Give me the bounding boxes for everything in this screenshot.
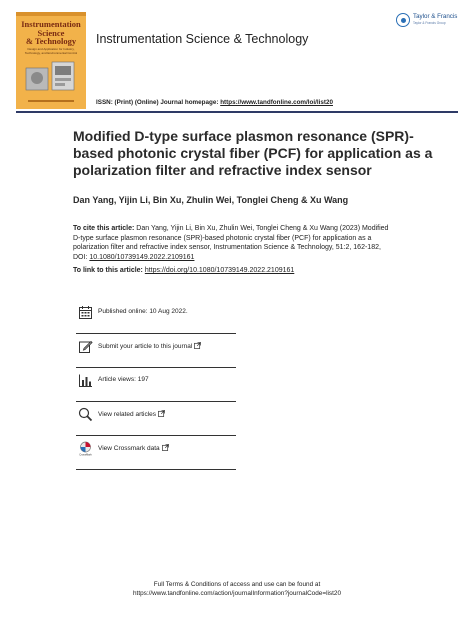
crossmark-link[interactable] [98,444,169,452]
submit-article-label: Submit your article to this journal [98,343,193,350]
header-divider [16,111,458,113]
related-articles-label: View related articles [98,411,157,418]
publisher-logo[interactable] [396,12,456,32]
citation-block [73,224,393,262]
published-online-item [76,300,236,334]
related-articles-link[interactable] [98,410,165,418]
cover-title-line: Instrumentation [21,19,81,29]
journal-homepage-link[interactable]: https://www.tandfonline.com/loi/list20 [220,99,333,106]
article-authors: Dan Yang, Yijin Li, Bin Xu, Zhulin Wei, Tonglei Cheng & Xu Wang [73,195,349,205]
magnifier-icon [78,407,93,422]
crossmark-icon [78,441,93,456]
article-title: Modified D-type surface plasmon resonance (SPR)-based photonic crystal fiber (PCF) for application as a polarization filter and refractive index sensor [73,128,433,178]
cover-footer-bar [28,100,74,102]
crossmark-caption: CrossMark [79,453,92,456]
doi-link[interactable]: 10.1080/10739149.2022.2109161 [89,253,195,261]
edit-icon [78,339,93,354]
submit-article-item[interactable] [76,334,236,368]
submit-article-link[interactable] [98,342,201,350]
cite-label: To cite this article: [73,225,135,232]
related-articles-item[interactable] [76,402,236,436]
cite-text: Dan Yang, Yijin Li, Bin Xu, Zhulin Wei, Tonglei Cheng & Xu Wang (2023) Modified D-type surface plasmon resonance (SPR)-based photonic crystal fiber (PCF) for application as a polarization filter and refractive index sensor, Instrumentation Science & Technology, 51:2, 162-182, DOI: [73,225,389,261]
cover-band [16,12,86,16]
article-link-line [73,266,393,276]
issn-label: ISSN: (Print) (Online) Journal homepage: [96,99,221,106]
crossmark-label: View Crossmark data [98,445,160,452]
external-link-icon [162,444,169,451]
article-info-list [76,300,236,470]
article-doi-url[interactable]: https://doi.org/10.1080/10739149.2022.2109161 [144,267,295,274]
calendar-icon [78,305,93,320]
published-online-text: Published online: 10 Aug 2022. [98,308,188,315]
publisher-tagline: Taylor & Francis Group [413,21,446,25]
cover-title [19,20,83,46]
publisher-logo-icon [396,13,410,27]
bar-chart-icon [78,373,93,388]
publisher-name: Taylor & Francis [413,13,458,20]
journal-cover-image[interactable] [16,12,86,109]
footer-line-1: Full Terms & Conditions of access and use can be found at [153,581,321,588]
external-link-icon [158,410,165,417]
cover-instrument-illustration [24,58,78,94]
link-label: To link to this article: [73,267,145,274]
journal-header [16,12,458,110]
article-views-text: Article views: 197 [98,376,149,383]
terms-footer [0,580,474,598]
cover-title-line: & Technology [25,36,77,46]
crossmark-item[interactable] [76,436,236,470]
external-link-icon [194,342,201,349]
article-views-item [76,368,236,402]
footer-terms-link[interactable]: https://www.tandfonline.com/action/journalInformation?journalCode=list20 [133,590,341,597]
cover-title-line: Science [37,27,65,38]
journal-name[interactable]: Instrumentation Science & Technology [96,32,309,46]
cover-subtitle: Design and Application for Industry, Technology, and Environmental Control [24,47,78,55]
issn-line [96,99,333,106]
